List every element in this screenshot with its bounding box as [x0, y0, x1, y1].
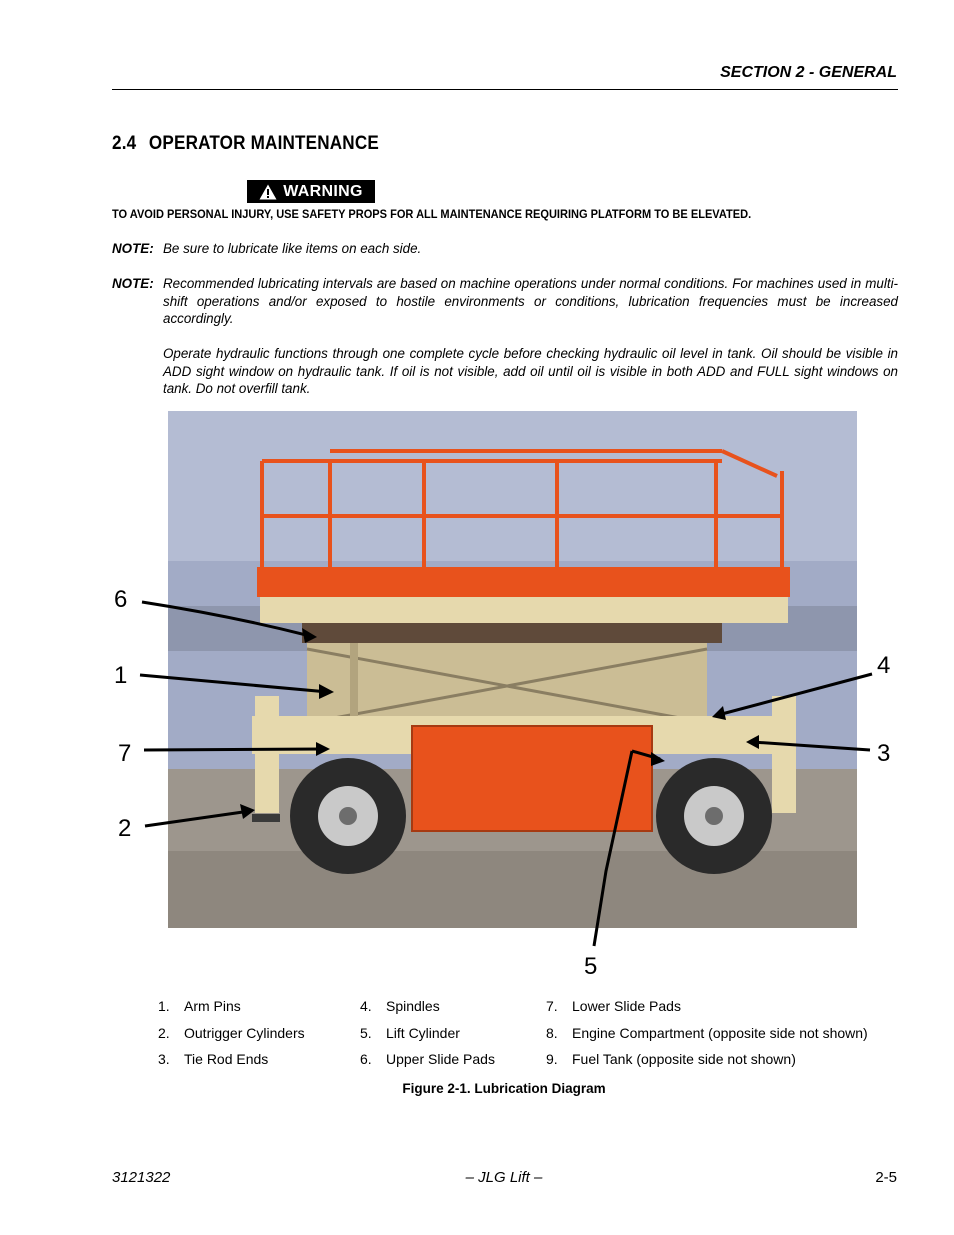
note-paragraph: Recommended lubricating intervals are based on machine operations under normal conditions. For machines used in multi-shift operations and/or exposed to hostile environments or conditions, lubrication frequencies must be increased accordingly. — [163, 276, 898, 326]
callout-2: 2 — [118, 815, 132, 842]
legend-item: 4. Spindles — [360, 998, 440, 1014]
legend-item: 3. Tie Rod Ends — [158, 1051, 269, 1067]
callout-5: 5 — [584, 953, 598, 980]
legend-column-2 — [360, 993, 495, 1073]
callout-6: 6 — [114, 586, 128, 613]
figure-caption: Figure 2-1. Lubrication Diagram — [402, 1081, 606, 1096]
note-paragraph: Be sure to lubricate like items on each side. — [163, 241, 422, 256]
legend-column-3 — [546, 993, 868, 1073]
section-heading — [112, 133, 379, 155]
footer-page-number: 2-5 — [875, 1169, 897, 1186]
note-paragraph: Operate hydraulic functions through one complete cycle before checking hydraulic oil level in tank. Oil should be visible in ADD sight window on hydraulic tank. If oil is not visible, add oil until oil is visible in both ADD and FULL sight windows on tank. Do not overfill tank. — [163, 346, 898, 396]
running-header: SECTION 2 - GENERAL — [720, 64, 897, 81]
warning-text: TO AVOID PERSONAL INJURY, USE SAFETY PROPS FOR ALL MAINTENANCE REQUIRING PLATFORM TO BE ELEVATED. — [112, 207, 752, 221]
callout-1: 1 — [114, 662, 128, 689]
note-lubricate-each-side — [112, 240, 898, 258]
warning-label: WARNING — [283, 182, 363, 200]
section-title: OPERATOR MAINTENANCE — [148, 133, 379, 154]
note-label: NOTE: — [112, 241, 154, 256]
legend-item: 5. Lift Cylinder — [360, 1024, 460, 1041]
legend-item: 6. Upper Slide Pads — [360, 1051, 495, 1067]
warning-triangle-icon — [259, 184, 277, 200]
legend-column-1 — [158, 993, 305, 1073]
note-lubricating-intervals — [112, 275, 898, 398]
callout-4: 4 — [877, 652, 891, 679]
legend-item: 1. Arm Pins — [158, 998, 241, 1014]
footer-doc-number: 3121322 — [112, 1169, 171, 1186]
lubrication-diagram-figure — [112, 411, 898, 981]
legend-item: 9. Fuel Tank (opposite side not shown) — [546, 1051, 796, 1067]
callout-7: 7 — [118, 740, 132, 767]
legend-item: 8. Engine Compartment (opposite side not shown) — [546, 1024, 868, 1041]
legend-item: 2. Outrigger Cylinders — [158, 1024, 305, 1041]
warning-badge — [247, 180, 375, 203]
footer-center: – JLG Lift – — [465, 1169, 543, 1186]
note-label: NOTE: — [112, 276, 154, 291]
legend-item: 7. Lower Slide Pads — [546, 998, 681, 1014]
header-rule — [112, 89, 898, 90]
callout-3: 3 — [877, 740, 891, 767]
section-number: 2.4 — [112, 133, 137, 154]
machine-photo — [168, 411, 857, 928]
